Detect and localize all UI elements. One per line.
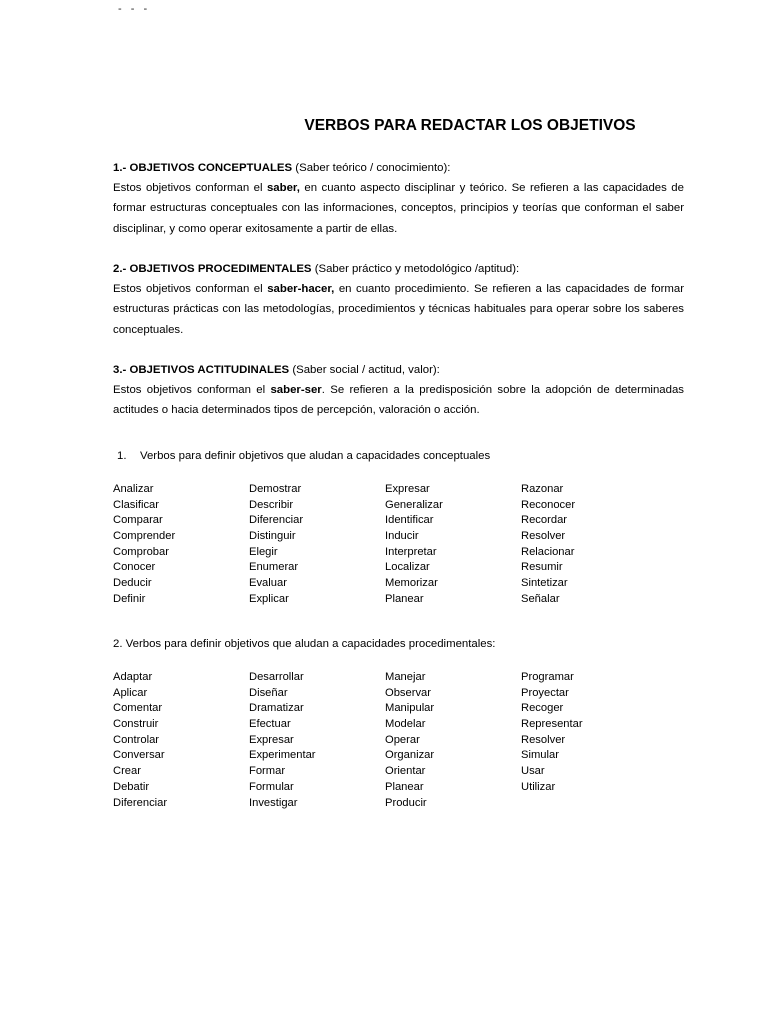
verb-cell: Experimentar bbox=[249, 749, 316, 762]
verb-cell: Expresar bbox=[249, 733, 294, 746]
verb-cell: Comprender bbox=[113, 530, 176, 543]
verb-cell: Aplicar bbox=[113, 686, 148, 699]
paragraph-text: en cuanto aspecto disciplinar y teórico. Se refieren a las capacidades de formar estructuras conceptuales con las informaciones, conceptos, principios y teorías que conforman el saber disciplinar, y como operar exitosamente a partir de ellas. bbox=[113, 182, 684, 235]
verb-cell: Efectuar bbox=[249, 718, 291, 731]
verb-cell: Operar bbox=[385, 733, 420, 746]
section-conceptuales bbox=[113, 158, 684, 239]
section-heading-bold: 2.- OBJETIVOS PROCEDIMENTALES bbox=[113, 263, 312, 275]
verb-cell: Describir bbox=[249, 498, 294, 511]
verb-cell: Observar bbox=[385, 686, 432, 699]
verb-cell: Investigar bbox=[249, 796, 298, 809]
verb-cell: Analizar bbox=[113, 483, 154, 495]
list1-heading-text: Verbos para definir objetivos que aludan a capacidades conceptuales bbox=[140, 450, 491, 462]
verb-cell: Programar bbox=[521, 671, 574, 683]
verb-cell: Diferenciar bbox=[113, 796, 168, 809]
verb-cell bbox=[521, 796, 657, 812]
verb-cell: Resolver bbox=[521, 530, 566, 543]
paragraph-text: en cuanto procedimiento. Se refieren a las capacidades de formar estructuras prácticas con las metodologías, procedimientos y técnicas habituales para operar sobre los saberes conceptuales. bbox=[113, 283, 685, 336]
verb-cell: Deducir bbox=[113, 577, 152, 590]
verb-cell: Proyectar bbox=[521, 686, 569, 699]
section-heading bbox=[113, 360, 684, 380]
verb-cell: Simular bbox=[521, 749, 559, 762]
section-heading bbox=[113, 158, 684, 178]
verb-cell: Desarrollar bbox=[249, 671, 304, 683]
verb-cell: Construir bbox=[113, 718, 159, 731]
verb-cell: Recordar bbox=[521, 514, 568, 527]
paragraph-bold-term: saber-hacer, bbox=[267, 283, 335, 295]
section-subheading: (Saber teórico / conocimiento): bbox=[295, 162, 451, 174]
paragraph-bold-term: saber-ser bbox=[270, 384, 322, 396]
verb-cell: Expresar bbox=[385, 483, 430, 495]
paragraph-text: Estos objetivos conforman el bbox=[113, 182, 267, 194]
paragraph-text: Estos objetivos conforman el bbox=[113, 384, 271, 396]
list1-heading bbox=[117, 450, 490, 462]
verb-cell: Diseñar bbox=[249, 686, 288, 699]
verb-cell: Enumerar bbox=[249, 561, 299, 574]
section-heading-bold: 3.- OBJETIVOS ACTITUDINALES bbox=[113, 364, 290, 376]
verb-cell: Relacionar bbox=[521, 545, 575, 558]
verb-cell: Demostrar bbox=[249, 483, 302, 495]
verb-cell: Distinguir bbox=[249, 530, 296, 543]
verb-cell: Señalar bbox=[521, 592, 560, 605]
verb-table-procedimentales bbox=[113, 670, 657, 811]
section-heading bbox=[113, 259, 684, 279]
verb-cell: Representar bbox=[521, 718, 583, 731]
verb-cell: Explicar bbox=[249, 592, 289, 605]
top-marks: - - - bbox=[118, 3, 151, 15]
verb-cell: Comprobar bbox=[113, 545, 169, 558]
verb-cell: Razonar bbox=[521, 483, 564, 495]
verb-cell: Dramatizar bbox=[249, 702, 304, 715]
verb-cell: Elegir bbox=[249, 545, 278, 558]
verb-cell: Formular bbox=[249, 780, 294, 793]
verb-cell: Identificar bbox=[385, 514, 434, 527]
verb-cell: Manejar bbox=[385, 671, 426, 683]
verb-cell: Memorizar bbox=[385, 577, 438, 590]
verb-cell: Diferenciar bbox=[249, 514, 304, 527]
verb-cell: Manipular bbox=[385, 702, 435, 715]
verb-table-conceptuales bbox=[113, 482, 657, 608]
section-subheading: (Saber social / actitud, valor): bbox=[292, 364, 440, 376]
verb-cell: Crear bbox=[113, 765, 141, 778]
verb-cell: Resumir bbox=[521, 561, 563, 574]
verb-cell: Conocer bbox=[113, 561, 156, 574]
verb-cell: Sintetizar bbox=[521, 577, 568, 590]
verb-cell: Modelar bbox=[385, 718, 426, 731]
verb-cell: Generalizar bbox=[385, 498, 443, 511]
list1-number: 1. bbox=[117, 450, 127, 462]
verb-cell: Planear bbox=[385, 592, 424, 605]
section-subheading: (Saber práctico y metodológico /aptitud): bbox=[314, 263, 520, 275]
section-procedimentales bbox=[113, 259, 684, 340]
verb-cell: Comentar bbox=[113, 702, 163, 715]
verb-cell: Usar bbox=[521, 765, 545, 778]
verb-cell: Debatir bbox=[113, 780, 150, 793]
section-paragraph bbox=[113, 380, 684, 421]
section-actitudinales bbox=[113, 360, 684, 421]
verb-cell: Definir bbox=[113, 592, 146, 605]
verb-cell: Orientar bbox=[385, 765, 426, 778]
section-heading-bold: 1.- OBJETIVOS CONCEPTUALES bbox=[113, 162, 293, 174]
verb-cell: Producir bbox=[385, 796, 427, 809]
verb-cell: Evaluar bbox=[249, 577, 287, 590]
verb-cell: Utilizar bbox=[521, 780, 556, 793]
verb-cell: Clasificar bbox=[113, 498, 160, 511]
verb-cell: Adaptar bbox=[113, 671, 153, 683]
verb-cell: Inducir bbox=[385, 530, 419, 543]
verb-cell: Comparar bbox=[113, 514, 163, 527]
verb-cell: Planear bbox=[385, 780, 424, 793]
section-paragraph bbox=[113, 279, 684, 340]
verb-cell: Recoger bbox=[521, 702, 564, 715]
list2-heading: 2. Verbos para definir objetivos que aludan a capacidades procedimentales: bbox=[113, 638, 496, 650]
document-title: VERBOS PARA REDACTAR LOS OBJETIVOS bbox=[304, 117, 636, 134]
section-paragraph bbox=[113, 178, 684, 239]
verb-cell: Formar bbox=[249, 765, 286, 778]
paragraph-bold-term: saber, bbox=[266, 182, 300, 194]
verb-cell: Localizar bbox=[385, 561, 430, 574]
verb-cell: Reconocer bbox=[521, 498, 576, 511]
verb-cell: Resolver bbox=[521, 733, 566, 746]
paragraph-text: Estos objetivos conforman el bbox=[113, 283, 268, 295]
verb-cell: Controlar bbox=[113, 733, 160, 746]
verb-cell: Organizar bbox=[385, 749, 435, 762]
verb-cell: Interpretar bbox=[385, 545, 437, 558]
verb-cell: Conversar bbox=[113, 749, 165, 762]
paragraph-text: . Se refieren a la predisposición sobre la adopción de determinadas actitudes o hacia determinados tipos de percepción, valoración o acción. bbox=[113, 384, 684, 417]
